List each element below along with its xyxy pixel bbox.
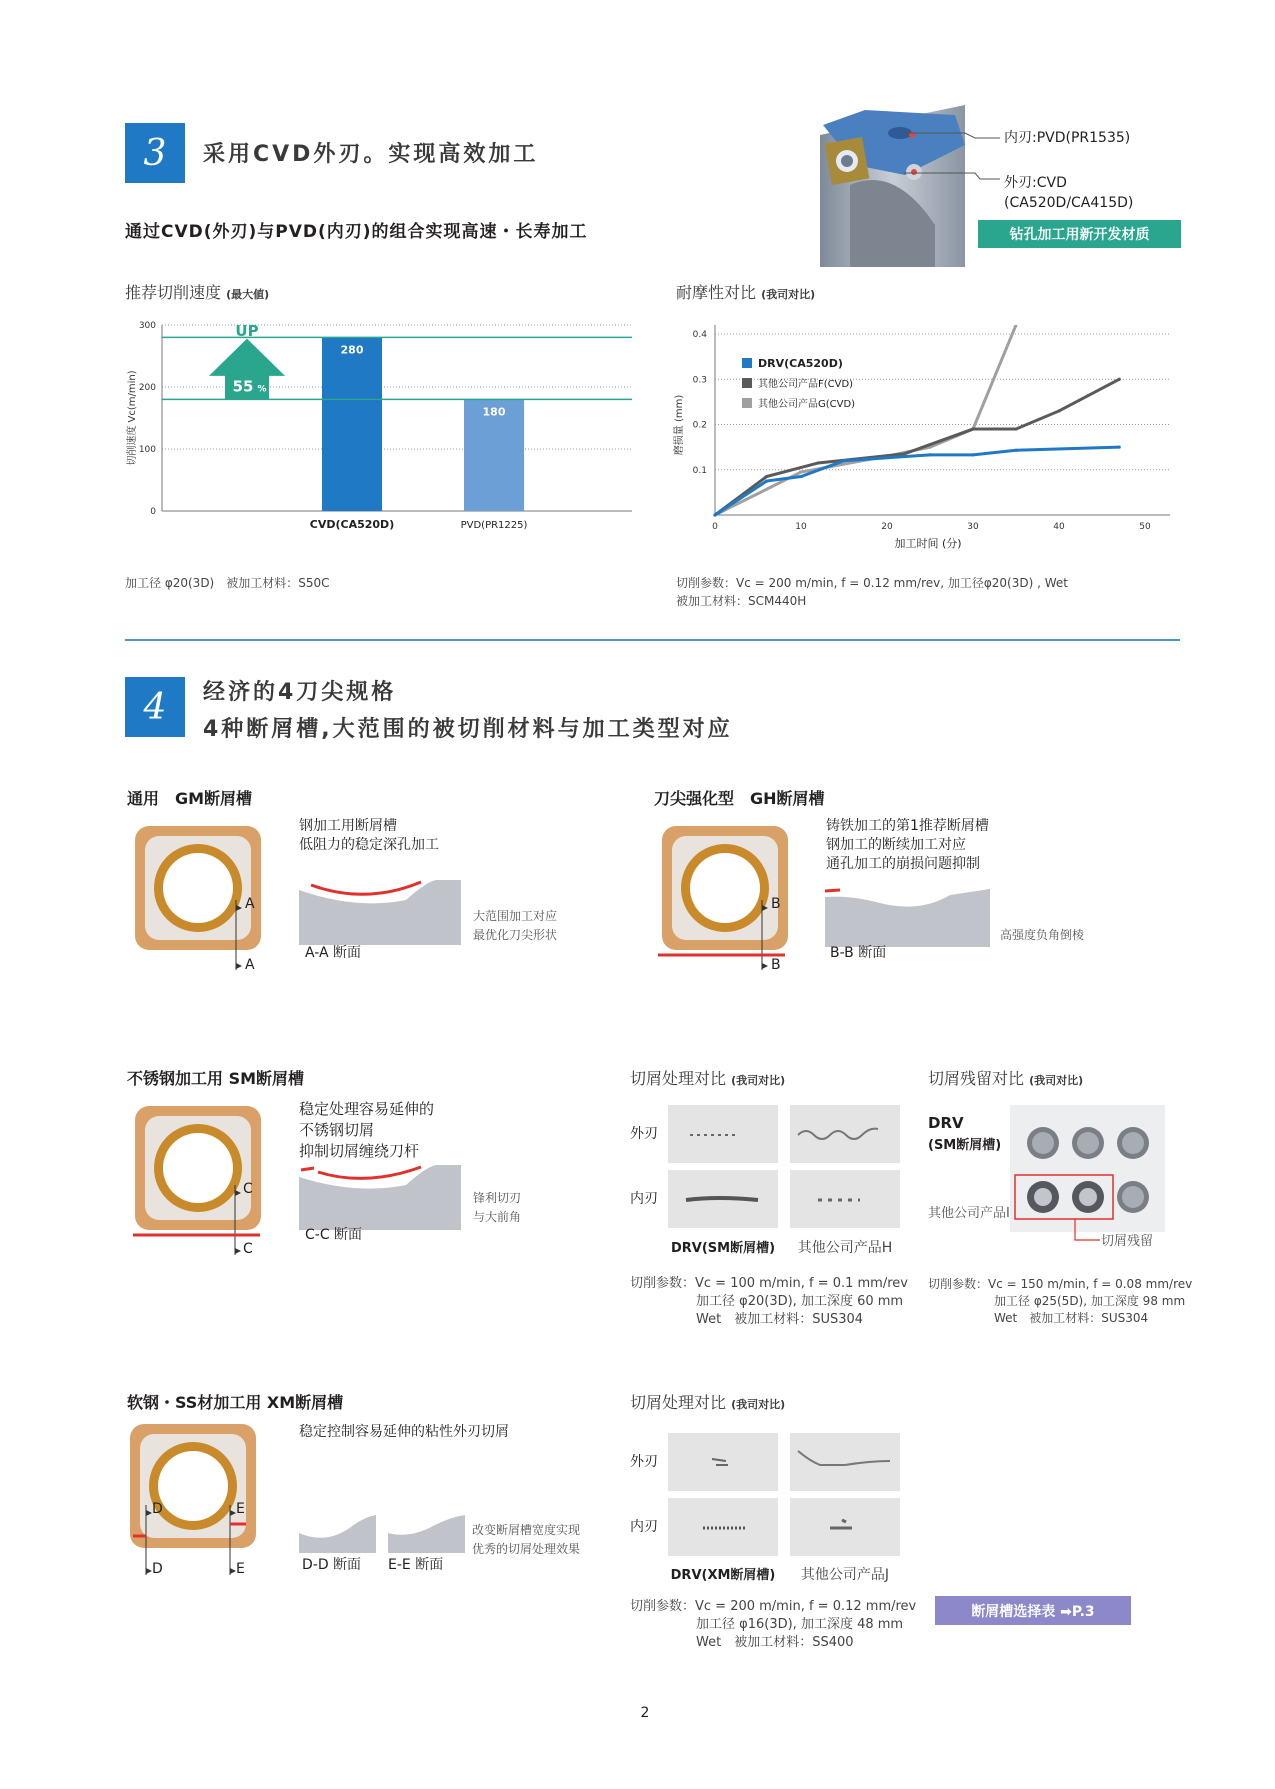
legend-swatch bbox=[742, 378, 752, 388]
speed-chart-note: 加工径 φ20(3D) 被加工材料：S50C bbox=[125, 576, 330, 590]
series-point bbox=[1014, 449, 1017, 452]
xm-desc-1: 稳定控制容易延伸的粘性外刃切屑 bbox=[299, 1424, 509, 1440]
series-point bbox=[971, 453, 974, 456]
chip-compare-2-col2: 其他公司产品J bbox=[800, 1567, 890, 1583]
outer-blade-label: 外刃:CVD bbox=[1004, 175, 1067, 191]
gh-desc-2: 钢加工的断续加工对应 bbox=[826, 837, 966, 853]
chip-compare-1-col2: 其他公司产品H bbox=[797, 1240, 893, 1256]
up-label: UP bbox=[235, 322, 259, 341]
chip-residue-drv-breaker: (SM断屑槽) bbox=[928, 1138, 1002, 1153]
y-tick-label: 0.4 bbox=[692, 330, 707, 341]
sm-mark-bottom: C bbox=[243, 1241, 253, 1257]
sm-cross-section bbox=[296, 1155, 466, 1230]
gh-mark-bottom: B bbox=[771, 957, 781, 973]
series-point bbox=[1057, 409, 1060, 412]
gh-side-1: 高强度负角倒棱 bbox=[1000, 928, 1085, 942]
outer-blade-grades: (CA520D/CA415D) bbox=[1004, 195, 1134, 211]
series-point bbox=[928, 453, 931, 456]
gh-desc-1: 铸铁加工的第1推荐断屑槽 bbox=[826, 818, 989, 834]
chip-compare-1-title-sub: (我司对比) bbox=[731, 1074, 786, 1087]
series-point bbox=[842, 459, 845, 462]
y-tick-label: 300 bbox=[138, 321, 156, 331]
sm-desc-3: 抑制切屑缠绕刀杆 bbox=[299, 1142, 420, 1160]
chip-photo-drv-inner bbox=[668, 1170, 778, 1228]
x-tick-label: 0 bbox=[712, 522, 718, 532]
blade-callout-lines bbox=[895, 125, 1005, 190]
xm-mark-d-top: D bbox=[152, 1501, 163, 1517]
chip-photo-j-inner bbox=[790, 1498, 900, 1556]
chip-compare-1-outer-label: 外刃 bbox=[630, 1126, 658, 1142]
y-axis-label: 切削速度 Vc(m/min) bbox=[127, 370, 138, 466]
gh-desc-3: 通孔加工的崩损问题抑制 bbox=[826, 856, 980, 872]
y-tick-label: 200 bbox=[138, 383, 156, 393]
series-line bbox=[715, 447, 1119, 515]
chip-residue-drv: DRV bbox=[928, 1114, 964, 1132]
wear-line-chart bbox=[670, 325, 1185, 565]
y-axis-label: 磨损量 (mm) bbox=[674, 394, 685, 456]
chip-residue-note2: 加工径 φ25(5D), 加工深度 98 mm bbox=[994, 1294, 1186, 1308]
chip-residue-photo bbox=[1010, 1105, 1165, 1232]
chip-compare-2-inner-label: 内刃 bbox=[630, 1519, 658, 1535]
speed-chart-title-main: 推荐切削速度 bbox=[125, 283, 222, 302]
series-point bbox=[1118, 378, 1121, 381]
xm-mark-e-top: E bbox=[236, 1501, 245, 1517]
chip-compare-2-outer-label: 外刃 bbox=[630, 1454, 658, 1470]
sm-section-label: C-C 断面 bbox=[305, 1227, 363, 1243]
y-tick-label: 0.2 bbox=[692, 420, 707, 431]
chip-compare-2-col1: DRV(XM断屑槽) bbox=[670, 1568, 776, 1583]
gh-section-marker bbox=[655, 895, 790, 975]
series-point bbox=[1118, 446, 1121, 449]
increase-percent-unit: % bbox=[257, 384, 267, 395]
gm-mark-bottom: A bbox=[245, 957, 255, 973]
sm-mark-top: C bbox=[243, 1181, 253, 1197]
bar bbox=[322, 337, 382, 511]
bar-value-label: 180 bbox=[482, 405, 506, 419]
xm-mark-d-bottom: D bbox=[152, 1561, 163, 1577]
chip-compare-2-title-main: 切屑处理对比 bbox=[630, 1393, 727, 1412]
chip-compare-1-col1: DRV(SM断屑槽) bbox=[670, 1241, 776, 1256]
gm-side-1: 大范围加工对应 bbox=[473, 909, 558, 923]
xm-section-e-label: E-E 断面 bbox=[388, 1557, 444, 1573]
chip-residue-title-main: 切屑残留对比 bbox=[928, 1069, 1025, 1088]
sm-side-1: 锋利切刃 bbox=[473, 1191, 522, 1205]
xm-title: 软钢・SS材加工用 XM断屑槽 bbox=[127, 1393, 344, 1412]
bar-value-label: 280 bbox=[340, 343, 364, 357]
chip-compare-1-note2: 加工径 φ20(3D), 加工深度 60 mm bbox=[696, 1294, 904, 1309]
gm-desc-1: 钢加工用断屑槽 bbox=[299, 818, 397, 834]
chip-compare-1-inner-label: 内刃 bbox=[630, 1191, 658, 1207]
x-tick-label: 20 bbox=[881, 522, 893, 532]
chip-compare-2-note3: Wet 被加工材料：SS400 bbox=[696, 1635, 854, 1650]
gm-cross-section bbox=[296, 870, 466, 945]
gm-mark-top: A bbox=[245, 896, 255, 912]
speed-chart-title-sub: (最大値) bbox=[226, 288, 270, 301]
sm-desc-2: 不锈钢切屑 bbox=[299, 1121, 375, 1139]
speed-chart-title bbox=[125, 280, 269, 303]
legend-swatch bbox=[742, 358, 752, 368]
section-number: 3 bbox=[143, 132, 167, 174]
xm-side-1: 改变断屑槽宽度实现 bbox=[472, 1523, 581, 1537]
wear-chart-note-1: 切削参数：Vc = 200 m/min, f = 0.12 mm/rev, 加工径φ20(3D) , Wet bbox=[676, 576, 1068, 590]
series-point bbox=[817, 461, 820, 464]
chip-compare-1-title-main: 切屑处理对比 bbox=[630, 1069, 727, 1088]
chip-compare-2-title bbox=[630, 1390, 785, 1413]
inner-blade-label: 内刃:PVD(PR1535) bbox=[1004, 130, 1131, 146]
chip-photo-drv-outer bbox=[668, 1105, 778, 1163]
series-point bbox=[713, 513, 716, 516]
series-point bbox=[1014, 427, 1017, 430]
gm-desc-2: 低阻力的稳定深孔加工 bbox=[299, 837, 439, 853]
legend-label: DRV(CA520D) bbox=[758, 357, 843, 370]
breaker-selection-table-link[interactable]: 断屑槽选择表 ➡P.3 bbox=[935, 1596, 1131, 1625]
x-tick-label: 50 bbox=[1139, 522, 1151, 532]
chip-photo-j-outer bbox=[790, 1433, 900, 1491]
wear-chart-note-2: 被加工材料：SCM440H bbox=[676, 594, 807, 608]
x-tick-label: 40 bbox=[1053, 522, 1065, 532]
gh-section-label: B-B 断面 bbox=[830, 945, 887, 961]
section4-title-line2: 4种断屑槽,大范围的被切削材料与加工类型对应 bbox=[203, 717, 733, 742]
chip-residue-note3: Wet 被加工材料：SUS304 bbox=[994, 1311, 1149, 1325]
xm-section-d-label: D-D 断面 bbox=[302, 1557, 362, 1573]
x-tick-label: 10 bbox=[795, 522, 807, 532]
series-point bbox=[765, 479, 768, 482]
chip-residue-title bbox=[928, 1066, 1083, 1089]
section-number-4: 4 bbox=[143, 686, 167, 728]
chip-photo-other-outer bbox=[790, 1105, 900, 1163]
gh-mark-top: B bbox=[771, 896, 781, 912]
y-tick-label: 0 bbox=[150, 507, 156, 517]
wear-chart-title-main: 耐摩性对比 bbox=[676, 283, 757, 302]
section-title: 采用CVD外刃。实现高效加工 bbox=[203, 142, 539, 167]
xm-cross-section-e bbox=[385, 1505, 470, 1553]
chip-compare-2-title-sub: (我司对比) bbox=[731, 1398, 786, 1411]
chip-compare-1-note3: Wet 被加工材料：SUS304 bbox=[696, 1312, 864, 1327]
y-tick-label: 0.1 bbox=[692, 465, 707, 476]
chip-residue-label: 切屑残留 bbox=[1101, 1234, 1154, 1249]
page-number: 2 bbox=[640, 1705, 650, 1721]
wear-chart-title-sub: (我司对比) bbox=[761, 288, 816, 301]
increase-percent-label: 55 bbox=[232, 377, 254, 396]
x-axis-label: 加工时间 (分) bbox=[894, 537, 962, 550]
chip-residue-title-sub: (我司对比) bbox=[1029, 1074, 1084, 1087]
x-tick-label: 30 bbox=[967, 522, 979, 532]
y-tick-label: 100 bbox=[138, 445, 156, 455]
speed-bar-chart bbox=[122, 315, 642, 540]
series-point bbox=[799, 470, 802, 473]
series-point bbox=[765, 475, 768, 478]
xm-mark-e-bottom: E bbox=[236, 1561, 245, 1577]
series-point bbox=[799, 475, 802, 478]
chip-compare-1-note1: 切削参数：Vc = 100 m/min, f = 0.1 mm/rev bbox=[630, 1276, 908, 1291]
legend-label: 其他公司产品F(CVD) bbox=[758, 379, 854, 390]
sm-desc-1: 稳定处理容易延伸的 bbox=[299, 1100, 435, 1118]
sm-side-2: 与大前角 bbox=[473, 1210, 522, 1224]
legend-label: 其他公司产品G(CVD) bbox=[758, 399, 856, 410]
xm-side-2: 优秀的切屑处理效果 bbox=[472, 1542, 581, 1556]
chip-compare-2-note1: 切削参数：Vc = 200 m/min, f = 0.12 mm/rev bbox=[630, 1599, 917, 1614]
chip-compare-1-title bbox=[630, 1066, 785, 1089]
gh-cross-section bbox=[820, 885, 995, 947]
new-material-badge: 钻孔加工用新开发材质 bbox=[978, 220, 1181, 248]
category-label: CVD(CA520D) bbox=[309, 518, 395, 531]
gm-side-2: 最优化刀尖形状 bbox=[473, 928, 558, 942]
section-number-badge-4 bbox=[125, 677, 185, 737]
section-number-badge bbox=[125, 123, 185, 183]
gm-title: 通用 GM断屑槽 bbox=[127, 789, 253, 808]
chip-photo-xm-outer bbox=[668, 1433, 778, 1491]
category-label: PVD(PR1225) bbox=[460, 520, 528, 531]
section4-title-line1: 经济的4刀尖规格 bbox=[203, 680, 397, 705]
chip-residue-note1: 切削参数：Vc = 150 m/min, f = 0.08 mm/rev bbox=[928, 1277, 1193, 1291]
chip-compare-2-note2: 加工径 φ16(3D), 加工深度 48 mm bbox=[696, 1617, 904, 1632]
gm-section-label: A-A 断面 bbox=[305, 945, 362, 961]
section-divider bbox=[125, 639, 1180, 641]
xm-cross-section-d bbox=[296, 1505, 381, 1553]
wear-chart-title bbox=[676, 280, 815, 303]
legend-swatch bbox=[742, 398, 752, 408]
chip-residue-other: 其他公司产品I bbox=[928, 1206, 1010, 1221]
series-point bbox=[971, 427, 974, 430]
gh-title: 刀尖强化型 GH断屑槽 bbox=[654, 789, 825, 808]
sm-title: 不锈钢加工用 SM断屑槽 bbox=[127, 1069, 305, 1088]
chip-photo-xm-inner bbox=[668, 1498, 778, 1556]
chip-photo-other-inner bbox=[790, 1170, 900, 1228]
section-subtitle: 通过CVD(外刃)与PVD(内刃)的组合实现高速・长寿加工 bbox=[125, 222, 588, 242]
y-tick-label: 0.3 bbox=[692, 375, 707, 386]
